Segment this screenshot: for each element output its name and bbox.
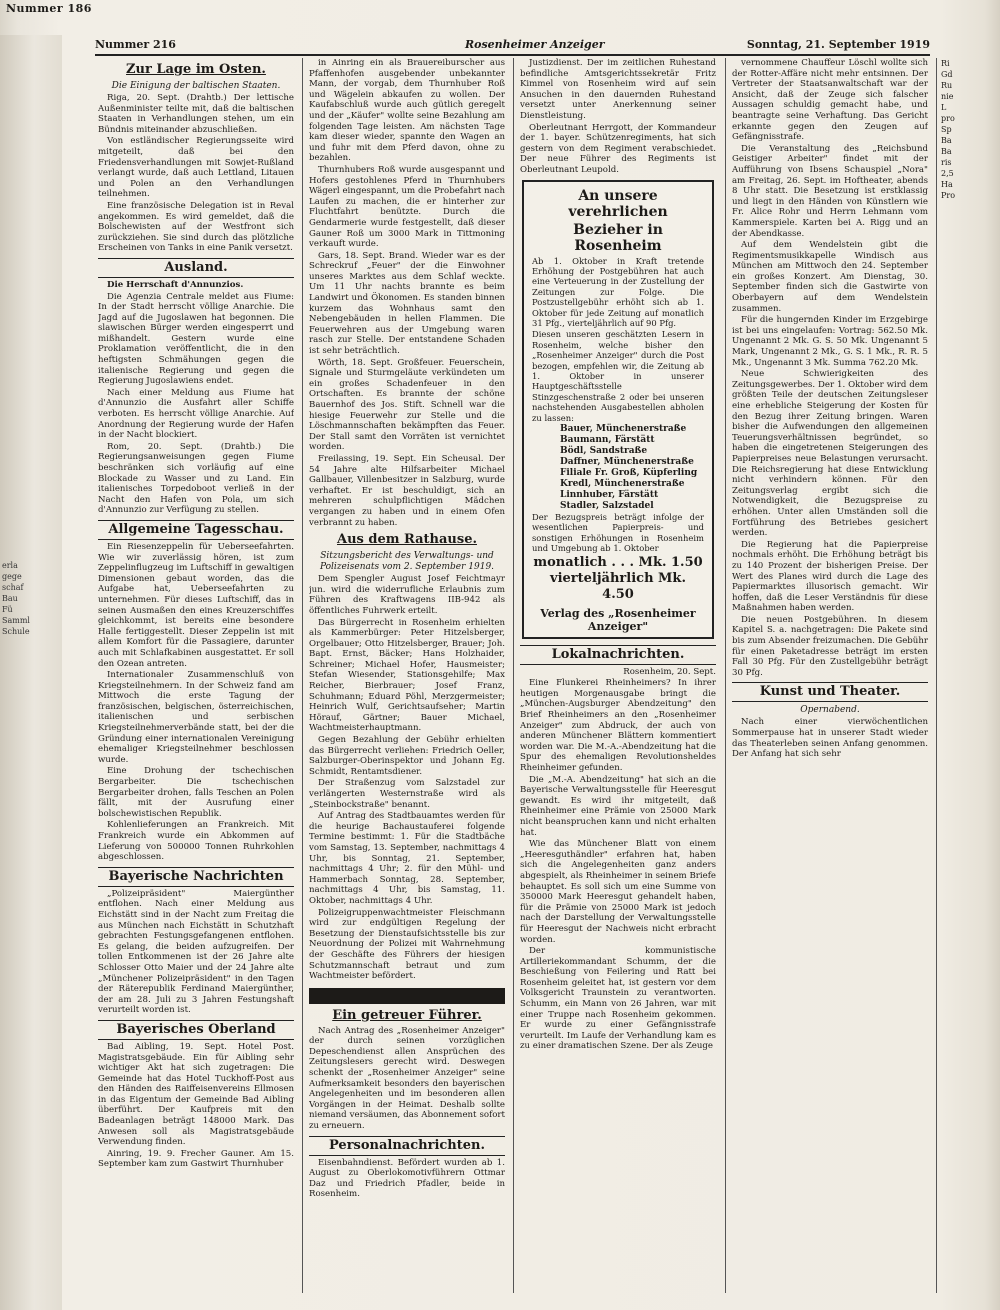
- column-4: [732, 58, 928, 1293]
- article-text: Dem Spengler August Josef Feichtmayr jun. wird die widerrufliche Erlaubnis zum Führen des Kraftwagens IIB-942 als öffentliches Fuhrwerk erteilt.: [309, 574, 505, 616]
- black-divider-bar: [309, 988, 505, 1004]
- article-text: Für die hungernden Kinder im Erzgebirge ist bei uns eingelaufen: Vortrag: 562.50 Mk. Ungenannt 2 Mk. G. S. 50 Mk. Ungenannt 5 Mark, Ungenannt 2 Mk., G. S. 1 Mk., R. R. 5 Mk., Ungenannt 3 Mk. Summa 762.20 Mk.: [732, 315, 928, 368]
- column-2: [309, 58, 505, 1293]
- stub-fragment: Sp: [941, 125, 952, 134]
- stub-fragment: Ba: [941, 136, 952, 145]
- article-text: Der Straßenzug vom Salzstadel zur verlängerten Westernstraße wird als „Steinbockstraße" benannt.: [309, 778, 505, 810]
- ad-outlet: Stadler, Salzstadel: [560, 501, 654, 512]
- article-text: Eine Flunkerei Rheinheimers? In ihrer heutigen Morgenausgabe bringt die „München-Augsburger Abendzeitung" den Brief Rheinheimers an den „Rosenheimer Anzeiger" zum Abdruck, der auch von anderen Münchener Blättern kommentiert worden war. Die M.-A.-Abendzeitung hat die Spur des ehemaligen Revolutionsheldes Rheinheimer gefunden.: [520, 678, 716, 773]
- ad-outlet: Filiale Fr. Groß, Küpferling: [560, 468, 698, 479]
- ad-price-quarterly: vierteljährlich Mk. 4.50: [550, 570, 686, 602]
- column-rule: [302, 58, 303, 1293]
- ad-title-line-1: An unsere verehrlichen: [568, 187, 668, 220]
- stub-fragment: Ru: [941, 81, 953, 90]
- margin-fragment: Fü: [2, 605, 13, 614]
- article-text: Nach einer vierwöchentlichen Sommerpause hat in unserer Stadt wieder das Theaterleben seinen Anfang genommen. Der Anfang hat sich sehr: [732, 717, 928, 760]
- article-text: Die Regierung hat die Papierpreise nochmals erhöht. Die Erhöhung beträgt bis zu 140 Prozent der bisherigen Preise. Der Wert des Planes wird durch die Lage des Papiermarktes illusorisch gemacht. Wir hoffen, daß die Leser Verständnis für diese Maßnahmen haben werden.: [732, 539, 928, 614]
- ad-outlet: Daffner, Münchenerstraße: [560, 457, 694, 468]
- article-text: Kohlenlieferungen an Frankreich. Mit Frankreich wurde ein Abkommen auf Lieferung von 500000 Tonnen Ruhrkohlen abgeschlossen.: [98, 820, 294, 863]
- stub-fragment: L: [941, 103, 947, 112]
- ad-outlet: Bödl, Sandstraße: [560, 446, 648, 457]
- heading-fuehrer: Ein getreuer Führer.: [332, 1007, 482, 1023]
- stub-fragment: nie: [941, 92, 954, 101]
- dateline: Rosenheim, 20. Sept.: [623, 666, 716, 677]
- stub-fragment: ris: [941, 158, 952, 167]
- article-text: Von estländischer Regierungsseite wird mitgeteilt, daß bei den Friedensverhandlungen mit Sowjet-Rußland verlangt wurde, daß auch Lettland, Litauen und Polen an den Verhandlungen teilnehmen.: [98, 136, 294, 200]
- column-1: [98, 58, 294, 1293]
- heading-lokal: Lokalnachrichten.: [520, 645, 716, 665]
- article-text: in Ainring ein als Brauereiburscher aus Pfaffenhofen ausgebender unbekannter Mann, der vorgab, dem Thurnhuber Roß und Wägelein abkaufen zu wollen. Der Kaufabschluß wurde auch gütlich geregelt und der „Käufer" wollte seine Bezahlung am folgenden Tage leisten. Am nächsten Tage kam dieser wieder, spannte den Wagen an und fuhr mit dem Pferd davon, ohne zu bezahlen.: [309, 58, 505, 164]
- heading-ausland: Ausland.: [98, 258, 294, 278]
- subscriber-notice-ad: [522, 180, 714, 639]
- margin-fragment: Schule: [2, 627, 30, 636]
- article-text: Wie das Münchener Blatt von einem „Heeresguthändler" erfahren hat, haben sich die Angelegenheiten ganz anders abgespielt, als Rheinheimer in seinem Briefe behauptet. Es soll sich um eine Summe von 350000 Mark Heeresgut gehandelt haben, für die Prämie von 25000 Mark ist jedoch nach der Darstellung der Verwaltungsstelle für Heeresgut der Nachweis nicht erbracht worden.: [520, 839, 716, 945]
- masthead: [95, 36, 930, 56]
- stub-fragment: Gd: [941, 70, 953, 79]
- article-text: Freilassing, 19. Sept. Ein Scheusal. Der 54 Jahre alte Hilfsarbeiter Michael Gallbauer, Villenbesitzer in Salzburg, wurde verhaftet. Er ist beschuldigt, sich an mehreren schulpflichtigen Mädchen vergangen zu haben und in einem Ofen verbrannt zu haben.: [309, 453, 505, 528]
- column-3: [520, 58, 716, 1293]
- article-text: Riga, 20. Sept. (Drahtb.) Der lettische Außenminister teilte mit, daß die baltischen Staaten in Verhandlungen stehen, um ein Bündnis miteinander abzuschließen.: [98, 93, 294, 135]
- article-text: Justizdienst. Der im zeitlichen Ruhestand befindliche Amtsgerichtssekretär Fritz Kimmel von Rosenheim wird auf sein Ansuchen in den dauernden Ruhestand versetzt unter Anerkennung seiner Dienstleistung.: [520, 58, 716, 121]
- article-text: Der kommunistische Artilleriekommandant Schumm, der die Beschießung von Feilering und Ratt bei Rosenheim geleitet hat, ist gestern vor dem Volksgericht Traunstein zu verantworten. Schumm, ein Mann von 26 Jahren, war mit einer Truppe nach Rosenheim gekommen. Er wurde zu einer Gefängnisstrafe verurteilt. Im Laufe der Verhandlung kam es zu einer dramatischen Szene. Der als Zeuge: [520, 946, 716, 1052]
- article-text: Gegen Bezahlung der Gebühr erhielten das Bürgerrecht verliehen: Friedrich Oeller, Salzburger-Oberinspektor und Johann Eg. Schmidt, Rentamtsdiener.: [309, 735, 505, 777]
- ad-text: Der Bezugspreis beträgt infolge der wesentlichen Papierpreis- und sonstigen Erhöhungen in Rosenheim und Umgebung ab 1. Oktober: [532, 512, 704, 554]
- next-page-stub: [941, 58, 997, 1288]
- article-text: Internationaler Zusammenschluß von Kriegsteilnehmern. In der Schweiz fand am Mittwoch die erste Tagung der französischen, belgischen, österreichischen, italienischen und serbischen Kriegsteilnehmerverbände statt, bei der die Gründung einer internationalen Vereinigung ehemaliger Kriegsteilnehmer beschlossen wurde.: [98, 670, 294, 765]
- article-text: Wörth, 18. Sept. Großfeuer. Feuerschein, Signale und Sturmgeläute verkündeten um ein großes Schadenfeuer in den Ortschaften. Es brannte der schöne Bauernhof des Jos. Stift. Schnell war die hiesige Feuerwehr zur Stelle und die Löschmannschaften bekämpften das Feuer. Der Stall samt den Vorräten ist vernichtet worden.: [309, 357, 505, 453]
- stub-fragment: pro: [941, 114, 955, 123]
- article-text: Nach Antrag des „Rosenheimer Anzeiger" der durch seinen vorzüglichen Depeschendienst allen Ansprüchen des Zeitungslesers gerecht wird. Deswegen schenkt der „Rosenheimer Anzeiger" seine Aufmerksamkeit besonders den bayerischen Angelegenheiten und im besonderen allen Vorgängen in der Heimat. Deshalb sollte niemand versäumen, das Abonnement sofort zu erneuern.: [309, 1025, 505, 1132]
- article-text: Ainring, 19. 9. Frecher Gauner. Am 15. September kam zum Gastwirt Thurnhuber: [98, 1148, 294, 1170]
- article-text: Oberleutnant Herrgott, der Kommandeur der 1. bayer. Schützenregiments, hat sich gestern von dem Regiment verabschiedet. Der neue Führer des Regiments ist Oberleutnant Leupold.: [520, 122, 716, 175]
- ad-title-line-2: Bezieher in Rosenheim: [573, 221, 663, 254]
- article-text: Eine Drohung der tschechischen Bergarbeiter. Die tschechischen Bergarbeiter drohen, falls Teschen an Polen fällt, mit der Ausrufung einer bolschewistischen Republik.: [98, 766, 294, 819]
- column-rule: [725, 58, 726, 1293]
- heading-kunst: Kunst und Theater.: [732, 682, 928, 702]
- article-text: Die neuen Postgebühren. In diesem Kapitel S. a. nachgetragen: Die Pakete sind bis zum Absender freizumachen. Die Gebühr für einen Paketadresse beträgt im ersten Fall 30 Pfg. Für den Zustellgebühr beträgt 30 Pfg.: [732, 614, 928, 678]
- article-text: Die Agenzia Centrale meldet aus Fiume: In der Stadt herrscht völlige Anarchie. Die Jagd auf die Jugoslawen hat begonnen. Die slawischen Bürger werden eingesperrt und mißhandelt. Gestern wurde eine Proklamation veröffentlicht, die in den heftigsten Schmähungen gegen die italienische Regierung und gegen die Regierung Jugoslawiens endet.: [98, 291, 294, 387]
- article-text: vernommene Chauffeur Löschl wollte sich der Rotter-Affäre nicht mehr entsinnen. Der Vertreter der Staatsanwaltschaft war der Ansicht, daß der Zeuge sich falscher Aussagen schuldig gemacht habe, und beantragte seine Verhaftung. Das Gericht erkannte gegen den Zeugen auf Gefängnisstrafe.: [732, 58, 928, 143]
- article-text: Thurnhubers Roß wurde ausgespannt und Hofers gestohlenes Pferd in Thurnhubers Wägerl eingespannt, um die Probefahrt nach Laufen zu machen, die er hinterher zur Fluchtfahrt benützte. Durch die Gendarmerie wurde festgestellt, daß dieser Gauner Roß um 3000 Mark in Tittmoning verkauft wurde.: [309, 164, 505, 250]
- article-text: Bad Aibling, 19. Sept. Hotel Post. Magistratsgebäude. Ein für Aibling sehr wichtiger Akt hat sich zugetragen: Die Gemeinde hat das Hotel Tuckhoff-Post aus den Händen des Raiffeisenvereins Ellmosen in das Eigentum der Gemeinde Bad Aibling überführt. Der Kaufpreis mit den Badeanlagen beträgt 148000 Mark. Das Anwesen soll als Magistratsgebäude Verwendung finden.: [98, 1041, 294, 1148]
- heading-tagesschau: Allgemeine Tagesschau.: [98, 520, 294, 540]
- article-text: Rom, 20. Sept. (Drahtb.) Die Regierungsanweisungen gegen Fiume beschränken sich vorläufig auf eine Blockade zu Wasser und zu Land. Ein italienisches Torpedoboot verließ in der Nacht den Hafen von Pola, um sich d'Annunzio zur Verfügung zu stellen.: [98, 441, 294, 516]
- article-text: Die Veranstaltung des „Reichsbund Geistiger Arbeiter" findet mit der Aufführung von Ibsens Schauspiel „Nora" am Freitag, 26. Sept. im Hoftheater, abends 8 Uhr statt. Die Besetzung ist erstklassig und liegt in den Händen von Künstlern wie Fr. Alice Rohr und Herrn Lehmann vom Kammerspiele. Karten bei A. Rigg und an der Abendkasse.: [732, 143, 928, 239]
- ad-outlet: Baumann, Färstätt: [560, 435, 655, 446]
- ad-text: Ab 1. Oktober in Kraft tretende Erhöhung der Postgebühren hat auch eine Verteuerung in der Zustellung der Zeitungen zur Folge. Die Postzustellgebühr erhöht sich ab 1. Oktober für jede Zeitung auf monatlich 31 Pfg., vierteljährlich auf 90 Pfg.: [532, 255, 704, 328]
- margin-fragment: gege: [2, 572, 22, 581]
- heading-oberland: Bayerisches Oberland: [98, 1020, 294, 1040]
- stub-fragment: Ri: [941, 59, 950, 68]
- article-text: „Polizeipräsident" Maiergünther entflohen. Nach einer Meldung aus Eichstätt sind in der Nacht zum Freitag die aus München nach Eichstätt in Schutzhaft gebrachten Festungsgefangenen entflohen. Es gelang, die beiden aufzugreifen. Der tollen Entkommenen ist der 26 Jahre alte Schlosser Otto Maier und der 24 Jahre alte „Münchener Polizeipräsident" in den Tagen der Räterepublik Ferdinand Maiergünther, der am 28. Juli zu 3 Jahren Festungshaft verurteilt worden ist.: [98, 888, 294, 1016]
- article-text: Gars, 18. Sept. Brand. Wieder war es der Schreckruf „Feuer" der die Einwohner unseres Marktes aus dem Schlaf weckte. Um 11 Uhr nachts brannte es beim Landwirt und Ökonomen. Es standen binnen kurzem das Wohnhaus samt den Nebengebäuden in hellen Flammen. Die Feuerwehren aus der Umgebung waren rasch zur Stelle. Der entstandene Schaden ist sehr beträchtlich.: [309, 250, 505, 357]
- heading-rathaus: Aus dem Rathause.: [337, 532, 477, 548]
- margin-fragment: erla: [2, 561, 18, 570]
- margin-fragment: schaf: [2, 583, 24, 592]
- article-text: Die „M.-A. Abendzeitung" hat sich an die Bayerische Verwaltungsstelle für Heeresgut gewandt. Es wird ihr mitgeteilt, daß Rheinheimer eine Prämie von 25000 Mark nicht beanspruchen kann und nicht erhalten hat.: [520, 774, 716, 838]
- ad-outlet: Bauer, Münchenerstraße: [560, 424, 687, 435]
- ad-outlet: Kredl, Münchenerstraße: [560, 479, 685, 490]
- article-title: Die Herrschaft d'Annunzios.: [107, 279, 244, 290]
- article-text: Polizeigruppenwachtmeister Fleischmann wird zur endgültigen Regelung der Besetzung der Dienstaufsichtsstelle bis zur Neuordnung der Polizei mit Wahrnehmung der Geschäfte des Führers der hiesigen Schutzmannschaft betraut und zum Wachtmeister befördert.: [309, 907, 505, 982]
- subheading-oper: Opernabend.: [800, 705, 860, 716]
- corner-issue-number: Nummer 186: [6, 2, 92, 15]
- margin-fragment: Samml: [2, 616, 30, 625]
- margin-fragment: Bau: [2, 594, 18, 603]
- article-text: Ein Riesenzeppelin für Ueberseefahrten. Wie wir zuverlässig hören, ist zum Zeppelinflugzeug im Luftschiff in gewaltigen Dimensionen gebaut worden, das die Aufgabe hat, Ueberseefahrten zu unternehmen. Für dieses Luftschiff, das in seinen Ausmaßen den eines Kreuzerschiffes gleichkommt, ist bereits eine besondere Halle fertiggestellt. Dieser Zeppelin ist mit allem Komfort für die Passagiere, darunter auch mit Schlafkabinen ausgestattet. Er soll den Ozean antreten.: [98, 541, 294, 669]
- article-text: Eisenbahndienst. Befördert wurden ab 1. August zu Oberlokomotivführern Ottmar Daz und Friedrich Pfadler, beide in Rosenheim.: [309, 1157, 505, 1200]
- ad-text: Diesen unseren geschätzten Lesern in Rosenheim, welche bisher den „Rosenheimer Anzeiger" durch die Post bezogen, empfehlen wir, die Zeitung ab 1. Oktober in unserer Hauptgeschäftsstelle Stinzgeschenstraße 2 oder bei unseren nachstehenden Ausgabestellen abholen zu lassen:: [532, 329, 704, 423]
- article-text: Nach einer Meldung aus Fiume hat d'Annunzio die Ausfahrt aller Schiffe verboten. Es herrscht völlige Anarchie. Auf Anordnung der Regierung wurde der Hafen in der Nacht blockiert.: [98, 387, 294, 441]
- stub-fragment: Ha: [941, 180, 953, 189]
- article-text: Auf Antrag des Stadtbauamtes werden für die heurige Bachaustauferei folgende Termine bestimmt: 1. Für die Stadtbäche vom Samstag, 13. September, nachmittags 4 Uhr, bis Sonntag, 21. September, nachmittags 4 Uhr; 2. für den Mühl- und Hammerbach Sonntag, 28. September, nachmittags 4 Uhr, bis Samstag, 11. Oktober, nachmittags 4 Uhr.: [309, 811, 505, 906]
- heading-bayerisch: Bayerische Nachrichten: [98, 867, 294, 887]
- ad-publisher: Verlag des „Rosenheimer Anzeiger": [540, 606, 696, 633]
- issue-date: Sonntag, 21. September 1919: [746, 38, 930, 51]
- article-text: Das Bürgerrecht in Rosenheim erhielten als Kammerbürger: Peter Hitzelsberger, Orgelbauer; Otto Hitzelsberger, Brauer; Joh. Bapt. Ernst, Bäcker; Hans Holzhaider, Schreiner; Michael Hofer, Hausmeister; Stefan Wiesender, Stationsgehilfe; Max Reicher, Bierbrauer; Josef Franz, Schuhmann; Eduard Pöhl, Merzgermeister; Heinrich Wulf, Gerichtsaufseher; Martin Hörauf, Gärtner; Bauer Michael, Wachtmeisterhauptmann.: [309, 617, 505, 734]
- ad-price-monthly: monatlich . . . Mk. 1.50: [533, 554, 703, 570]
- subheading-lage: Die Einigung der baltischen Staaten.: [111, 81, 281, 91]
- stub-fragment: 2,5: [941, 169, 954, 178]
- stub-fragment: Ba: [941, 147, 952, 156]
- ad-outlet: Linnhuber, Färstätt: [560, 490, 659, 501]
- column-rule: [513, 58, 514, 1293]
- column-rule: [936, 58, 937, 1293]
- article-text: Eine französische Delegation ist in Reval angekommen. Es wird gemeldet, daß die Bolschewisten auf der Westfront sich zurückziehen. Sie sind durch das plötzliche Erscheinen von Tanks in eine Panik versetzt.: [98, 200, 294, 254]
- stub-fragment: Pro: [941, 191, 956, 200]
- left-margin-fragments: [2, 560, 40, 637]
- subheading-rathaus: Sitzungsbericht des Verwaltungs- und Polizeisenats vom 2. September 1919.: [319, 551, 495, 573]
- heading-lage: Zur Lage im Osten.: [126, 62, 266, 77]
- article-text: Auf dem Wendelstein gibt die Regimentsmusikkapelle Windisch aus München am Mittwoch den 24. September ein großes Konzert. Am Dienstag, 30. September finden sich die Gastwirte von Oberbayern auf dem Wendelstein zusammen.: [732, 240, 928, 314]
- binding-edge: [0, 35, 62, 1310]
- heading-personal: Personalnachrichten.: [309, 1136, 505, 1156]
- issue-number: Nummer 216: [95, 38, 176, 51]
- paper-title: Rosenheimer Anzeiger: [465, 38, 605, 51]
- article-text: Neue Schwierigkeiten des Zeitungsgewerbes. Der 1. Oktober wird dem größten Teile der deutschen Zeitungsleser eine erhebliche Steigerung der Kosten für den Bezug ihrer Zeitung bringen. Waren bisher die Aufwendungen den allgemeinen Teuerungsverhältnissen begründet, so haben die eingetretenen Steigerungen des Papierpreises neue Belastungen verursacht. Die Reichsregierung hat diese Entwicklung nicht verhindern können. Für den Zeitungsverlag ergibt sich die Notwendigkeit, die Bezugspreise zu erhöhen. Unter allen Umständen soll die Fortführung des Betriebes gesichert werden.: [732, 369, 928, 539]
